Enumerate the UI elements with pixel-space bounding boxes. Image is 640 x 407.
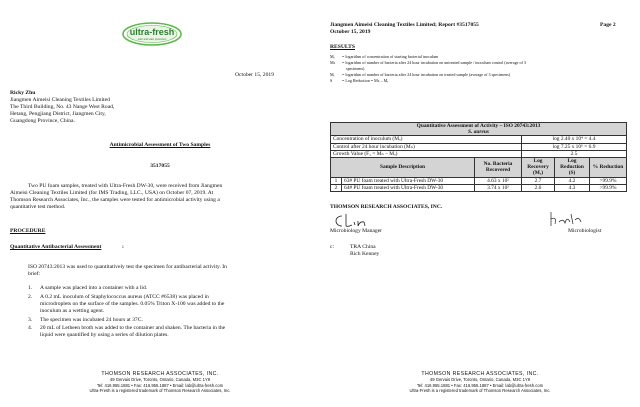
summary-value: log 2.40 x 10⁴ = 4.4 [522, 136, 627, 143]
table-organism: S. aureus [468, 129, 489, 136]
step-number: 4. [28, 325, 33, 331]
svg-text:odor and stain protection: odor and stain protection [137, 38, 167, 41]
procedure-heading: PROCEDURE [10, 228, 46, 234]
step-text: liquid were quantified by using a series of dilution plates. [40, 332, 169, 338]
footer-address: 49 Gervais Drive, Toronto, Ontario, Canada, M3C 1Y9 [429, 377, 531, 383]
page-number: Page 2 [600, 22, 616, 28]
address-line: Guangdong Province, China. [10, 118, 75, 124]
step-text: A sample was placed into a container with a lid. [40, 285, 148, 291]
page-footer [350, 372, 610, 394]
sample-description: 64# PU foam treated with Ultra-Fresh DW-30 [342, 184, 475, 191]
company-signature-line: THOMSON RESEARCH ASSOCIATES, INC. [330, 204, 443, 210]
log-reduction: 4.3 [555, 184, 590, 191]
step-text: microdroplets on the surface of the samples. 0.05% Triton X-100 was added to the [40, 301, 225, 307]
step-number: 2. [28, 294, 33, 300]
iso-text: brief: [28, 271, 41, 277]
column-header: % Reduction [590, 158, 627, 178]
row-number: 1 [331, 177, 342, 184]
percent-reduction: >99.9% [590, 177, 627, 184]
column-header-row [331, 158, 627, 178]
table-title: Quantitative Assessment of Activity – ISO 20743:2013 [416, 123, 541, 129]
definition-symbol: Mₒ [330, 54, 335, 59]
column-header: Log Recovery (Mᵣ) [522, 158, 555, 178]
address-line: Jiangmen Aimeisi Cleaning Textiles Limited [10, 97, 110, 103]
definition-text: = logarithm of concentration of starting bacterial inoculum [342, 54, 439, 59]
addressee-name: Ricky Zhu [10, 90, 36, 96]
step-text: The specimen was incubated 24 hours at 37C. [40, 317, 143, 323]
intro-line: Aimeisi Cleaning Textiles Limited (for IMS Trading, LLC., USA) on October 07, 2019. At [10, 190, 214, 196]
log-recovery: 2.7 [522, 177, 555, 184]
footer-contact: Tel: 416.955.1881 • Fax: 416.955.1887 • Email: lab@ultra-fresh.com [416, 382, 544, 388]
footer-company: THOMSON RESEARCH ASSOCIATES, INC. [421, 371, 539, 377]
bacteria-recovered: 4.63 x 10² [475, 177, 522, 184]
footer-contact: Tel: 416.955.1881 • Fax: 416.955.1887 • Email: lab@ultra-fresh.com [96, 382, 224, 388]
report-page-2 [320, 0, 640, 407]
bacteria-recovered: 3.74 x 10² [475, 184, 522, 191]
definition-text: = logarithm of number of bacteria after 24 hour incubation on treated sample (average of 3 specimens) [342, 72, 511, 77]
cc-recipient: Rich Kenney [350, 251, 380, 257]
summary-value: 2.5 [522, 150, 627, 157]
definition-symbol: Mₕ [330, 60, 336, 65]
heading-colon: : [122, 244, 124, 250]
definition-text: = Log Reduction = Mₕ – Mᵣ [342, 78, 389, 83]
ultra-fresh-logo [122, 22, 182, 46]
step-number: 3. [28, 317, 33, 323]
signatory-title: Microbiologist [568, 228, 602, 234]
summary-row [331, 150, 627, 157]
footer-company: THOMSON RESEARCH ASSOCIATES, INC. [101, 371, 219, 377]
summary-label: Growth Value (F₁ = Mₕ – Mₒ) [331, 150, 522, 157]
address-line: The Third Building, No. 43 Nange West Road, [10, 104, 115, 110]
footer-trademark: Ultra-Fresh is a registered trademark of Thomson Research Associates, Inc. [409, 388, 551, 394]
cc-recipient: TRA China [350, 244, 376, 250]
page-header-date: October 15, 2019 [330, 29, 371, 35]
summary-label: Concentration of inoculum (Mₒ) [331, 136, 522, 143]
summary-value: log 7.25 x 10⁶ = 6.9 [522, 143, 627, 150]
page-footer [30, 372, 290, 394]
intro-line: quantitative test method. [10, 204, 66, 210]
table-row [331, 177, 627, 184]
summary-row [331, 136, 627, 143]
letter-date: October 15, 2019 [235, 72, 274, 78]
summary-label: Control after 24 hour incubation (Mₕ) [331, 143, 522, 150]
report-number: 3517055 [150, 163, 170, 169]
log-reduction: 4.2 [555, 177, 590, 184]
page-header-title: Jiangmen Aimeisi Cleaning Textiles Limited; Report #3517055 [330, 22, 479, 28]
microbiologist-signature [545, 210, 585, 230]
step-text: 20 mL of Letheen broth was added to the container and shaken. The bacteria in the [40, 325, 226, 331]
svg-text:ultra-fresh: ultra-fresh [129, 27, 175, 37]
results-heading: RESULTS [330, 44, 355, 50]
sample-description: 63# PU foam treated with Ultra-Fresh DW-30 [342, 177, 475, 184]
iso-text: ISO 20743:2013 was used to quantitatively test the specimen for antibacterial activity. In [28, 264, 227, 270]
footer-trademark: Ultra-Fresh is a registered trademark of Thomson Research Associates, Inc. [89, 388, 231, 394]
row-number: 2 [331, 184, 342, 191]
cc-label: c: [330, 244, 335, 250]
footer-address: 49 Gervais Drive, Toronto, Ontario, Canada, M3C 1Y9 [109, 377, 211, 383]
definition-text: specimens) [346, 66, 365, 71]
column-header: No. Bacteria Recovered [475, 158, 522, 178]
step-number: 1. [28, 285, 33, 291]
column-header: Sample Description [331, 158, 475, 178]
table-title-row [331, 123, 627, 136]
summary-row [331, 143, 627, 150]
definition-symbol: S [330, 78, 333, 83]
step-text: A 0.2 mL inoculum of Staphylococcus aureus (ATCC #6538) was placed in [40, 294, 209, 300]
results-table [330, 122, 627, 192]
table-row [331, 184, 627, 191]
log-recovery: 2.6 [522, 184, 555, 191]
quantitative-heading: Quantitative Antibacterial Assessment [10, 244, 102, 250]
definition-symbol: Mᵣ [330, 72, 335, 77]
intro-line: Two PU foam samples, treated with Ultra-Fresh DW-30, were received from Jiangmen [28, 183, 223, 189]
address-line: Hetang, Pengjiang District, Jiangmen City, [10, 111, 106, 117]
percent-reduction: >99.9% [590, 184, 627, 191]
definition-text: = logarithm of number of bacteria after 24 hour incubation on untreated sample / inoculum control (average of 3 [342, 60, 526, 65]
subject-heading: Antimicrobial Assessment of Two Samples [109, 142, 211, 148]
column-header: Log Reduction (S) [555, 158, 590, 178]
step-text: inoculum as a wetting agent. [40, 308, 105, 314]
intro-line: Thomson Research Associates, Inc., the samples were tested for antimicrobial activity using a [10, 197, 220, 203]
signatory-title: Microbiology Manager [330, 228, 383, 234]
